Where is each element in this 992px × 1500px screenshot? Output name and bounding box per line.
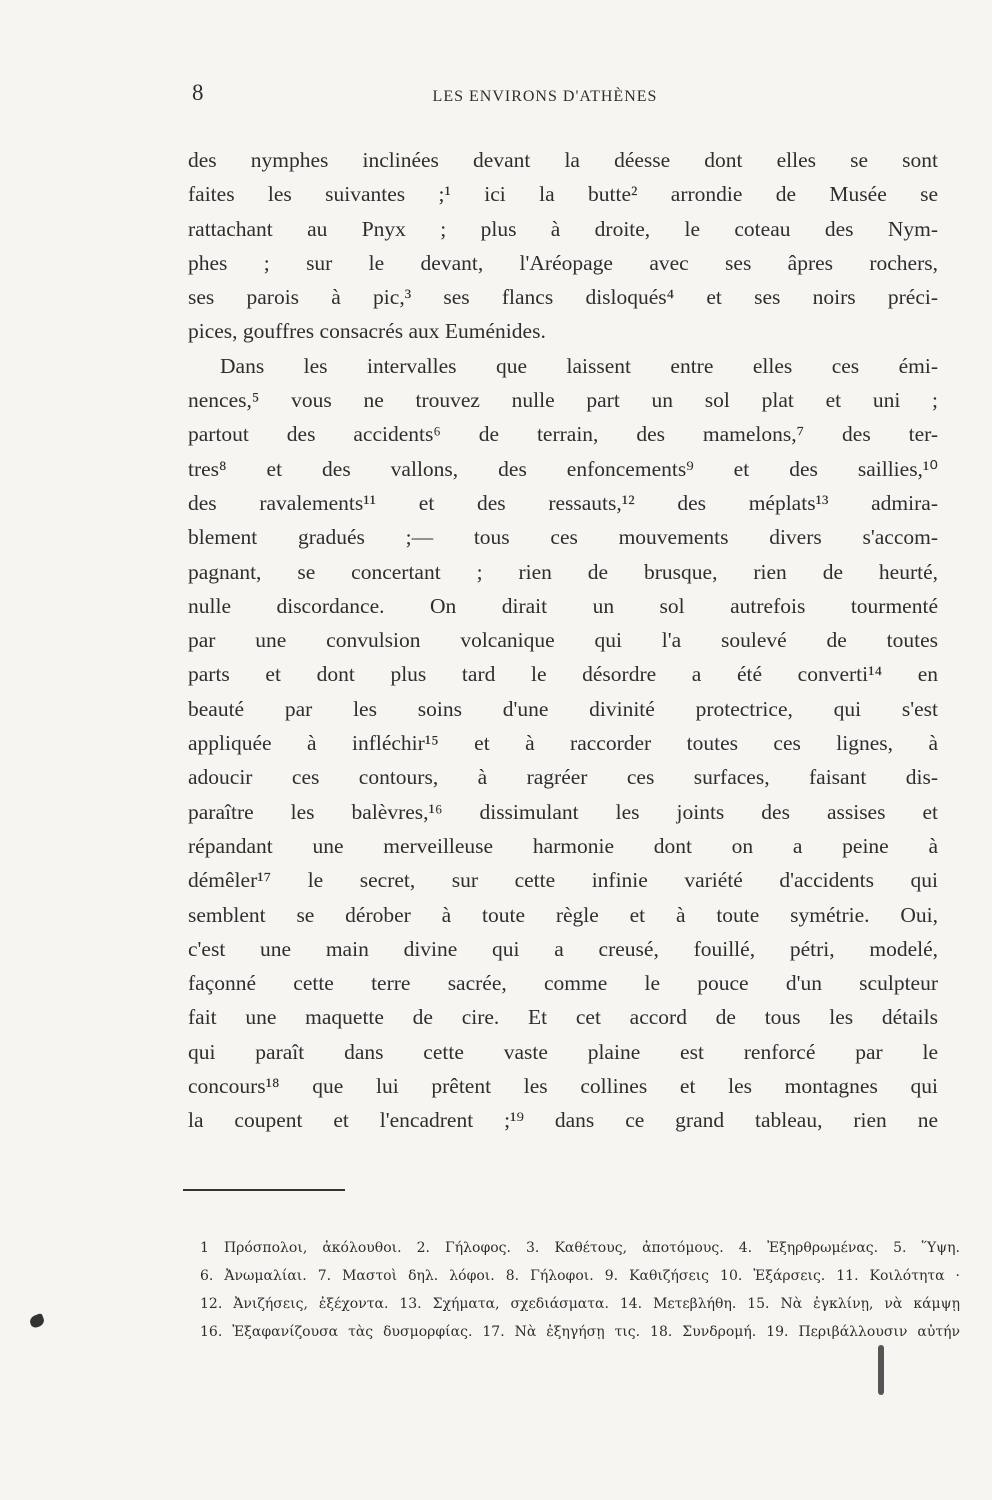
text-line: beauté par les soins d'une divinité protectrice, qui s'est [188, 696, 938, 721]
text-line: parts et dont plus tard le désordre a été converti¹⁴ en [188, 662, 938, 687]
text-line: qui paraît dans cette vaste plaine est renforcé par le [188, 1039, 938, 1064]
footnote-rule [183, 1189, 345, 1191]
footnotes [200, 1234, 960, 1346]
ink-blot [28, 1313, 45, 1329]
text-line: façonné cette terre sacrée, comme le pouce d'un sculpteur [188, 971, 938, 996]
text-line: pices, gouffres consacrés aux Euménides. [188, 319, 546, 344]
running-title: LES ENVIRONS D'ATHÈNES [432, 88, 658, 105]
text-line: c'est une main divine qui a creusé, fouillé, pétri, modelé, [188, 936, 938, 961]
text-line: appliquée à infléchir¹⁵ et à raccorder toutes ces lignes, à [188, 731, 938, 756]
text-line: partout des accidents⁶ de terrain, des mamelons,⁷ des ter- [188, 422, 938, 447]
footnote-line: 12. Ἀνιζήσεις, ἐξέχοντα. 13. Σχήματα, σχεδιάσματα. 14. Μετεβλήθη. 15. Νὰ ἐγκλίνῃ, νὰ κάμψῃ [200, 1296, 960, 1312]
text-line: rattachant au Pnyx ; plus à droite, le coteau des Nym- [188, 216, 938, 241]
text-line: nulle discordance. On dirait un sol autrefois tourmenté [188, 593, 938, 618]
page-number: 8 [192, 80, 204, 105]
text-line: Dans les intervalles que laissent entre elles ces émi- [220, 353, 938, 378]
footnote-line: 6. Ἀνωμαλίαι. 7. Μαστοὶ δηλ. λόφοι. 8. Γήλοφοι. 9. Καθιζήσεις 10. Ἐξάρσεις. 11. Κοιλότητα · [200, 1268, 960, 1284]
text-line: paraître les balèvres,¹⁶ dissimulant les joints des assises et [188, 799, 938, 824]
text-line: concours¹⁸ que lui prêtent les collines et les montagnes qui [188, 1074, 938, 1099]
text-line: la coupent et l'encadrent ;¹⁹ dans ce grand tableau, rien ne [188, 1108, 938, 1133]
text-line: démêler¹⁷ le secret, sur cette infinie variété d'accidents qui [188, 868, 938, 893]
text-line: adoucir ces contours, à ragréer ces surfaces, faisant dis- [188, 765, 938, 790]
text-line: nences,⁵ vous ne trouvez nulle part un sol plat et uni ; [188, 388, 938, 413]
text-line: tres⁸ et des vallons, des enfoncements⁹ et des saillies,¹⁰ [188, 456, 938, 481]
body-text [188, 143, 938, 1138]
text-line: des ravalements¹¹ et des ressauts,¹² des méplats¹³ admira- [188, 490, 938, 515]
text-line: blement gradués ;— tous ces mouvements divers s'accom- [188, 525, 938, 550]
footnote-line: 1 Πρόσπολοι, ἀκόλουθοι. 2. Γήλοφος. 3. Καθέτους, ἀποτόμους. 4. Ἐξηρθρωμένας. 5. Ὕψη. [200, 1240, 960, 1256]
text-line: répandant une merveilleuse harmonie dont on a peine à [188, 833, 938, 858]
text-line: semblent se dérober à toute règle et à toute symétrie. Oui, [188, 902, 938, 927]
text-line: faites les suivantes ;¹ ici la butte² arrondie de Musée se [188, 182, 938, 207]
ink-smudge [878, 1345, 884, 1395]
text-line: par une convulsion volcanique qui l'a soulevé de toutes [188, 628, 938, 653]
text-line: pagnant, se concertant ; rien de brusque, rien de heurté, [188, 559, 938, 584]
text-line: ses parois à pic,³ ses flancs disloqués⁴ et ses noirs préci- [188, 285, 938, 310]
text-line: fait une maquette de cire. Et cet accord de tous les détails [188, 1005, 938, 1030]
footnote-line: 16. Ἐξαφανίζουσα τὰς δυσμορφίας. 17. Νὰ ἐξηγήσῃ τις. 18. Συνδρομή. 19. Περιβάλλουσιν αὐτήν [200, 1324, 960, 1340]
text-line: phes ; sur le devant, l'Aréopage avec ses âpres rochers, [188, 250, 938, 275]
text-line: des nymphes inclinées devant la déesse dont elles se sont [188, 148, 938, 172]
